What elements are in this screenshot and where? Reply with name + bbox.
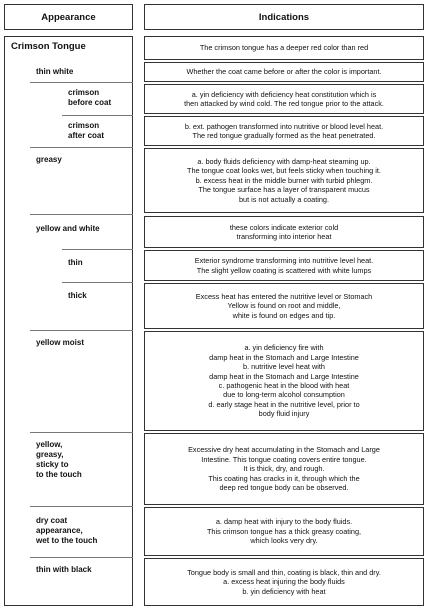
appearance-header-label: Appearance bbox=[41, 11, 96, 23]
indication-text: these colors indicate exterior cold transforming into interior heat bbox=[229, 222, 339, 241]
indication-text: a. yin deficiency fire with damp heat in the Stomach and Large Intestine b. nutritive level heat with damp heat in the Stomach and Large Intestine c. pathogenic heat in the blood with heat due to long-term alcohol consumption d. early stage heat in the nutritive level, prior to body fluid injury bbox=[208, 343, 360, 419]
indication-text: a. body fluids deficiency with damp-heat steaming up. The tongue coat looks wet, but feels sticky when touching it. b. excess heat in the middle burner with turbid phlegm. The tongue surface has a layer of transparent mucus but is not actually a coating. bbox=[187, 156, 381, 204]
separator-line bbox=[30, 330, 133, 331]
indication-greasy bbox=[144, 148, 424, 213]
separator-line bbox=[30, 506, 133, 507]
indication-text: Excessive dry heat accumulating in the Stomach and Large Intestine. This tongue coating covers entire tongue. It is thick, dry, and rough. This coating has cracks in it, through which the deep red tongue body can be observed. bbox=[188, 445, 380, 493]
indication-title bbox=[144, 36, 424, 60]
row-label-thin-with-black: thin with black bbox=[36, 565, 92, 574]
indication-text: Exterior syndrome transforming into nutritive level heat. The slight yellow coating is scattered with white lumps bbox=[194, 256, 374, 275]
indication-text: Excess heat has entered the nutritive level or Stomach Yellow is found on root and middle, white is found on edges and tip. bbox=[195, 291, 373, 320]
indication-text: The crimson tongue has a deeper red color than red bbox=[199, 43, 369, 53]
separator-line bbox=[30, 557, 133, 558]
indication-thin bbox=[144, 250, 424, 281]
separator-line bbox=[30, 82, 133, 83]
indication-text: a. damp heat with injury to the body fluids. This crimson tongue has a thick greasy coating, which looks very dry. bbox=[206, 517, 362, 546]
row-label-yellow-moist: yellow moist bbox=[36, 338, 85, 347]
row-label-yellow-greasy-sticky: yellow, greasy, sticky to to the touch bbox=[36, 440, 82, 479]
indication-thin-with-black bbox=[144, 558, 424, 606]
separator-line bbox=[62, 115, 133, 116]
row-label-thick: thick bbox=[68, 291, 87, 300]
indication-yellow-moist bbox=[144, 331, 424, 431]
indication-text: Whether the coat came before or after the color is important. bbox=[186, 67, 382, 77]
separator-line bbox=[30, 147, 133, 148]
appearance-header bbox=[4, 4, 133, 30]
separator-line bbox=[62, 249, 133, 250]
indication-thin-white bbox=[144, 62, 424, 82]
row-label-dry-coat-wet: dry coat appearance, wet to the touch bbox=[36, 516, 98, 545]
separator-line bbox=[30, 214, 133, 215]
indication-yellow-greasy-sticky bbox=[144, 433, 424, 505]
row-label-greasy: greasy bbox=[36, 155, 62, 164]
row-label-yellow-and-white: yellow and white bbox=[36, 224, 100, 233]
indication-text: Tongue body is small and thin, coating is black, thin and dry. a. excess heat injuring the body fluids b. yin deficiency with heat bbox=[187, 567, 381, 596]
row-label-thin-white: thin white bbox=[36, 67, 74, 76]
indications-header bbox=[144, 4, 424, 30]
row-label-crimson-after-coat: crimson after coat bbox=[68, 121, 105, 140]
indication-yellow-and-white bbox=[144, 216, 424, 248]
indication-dry-coat-wet bbox=[144, 507, 424, 556]
indication-text: a. yin deficiency with deficiency heat constitution which is then attacked by wind cold. The red tongue prior to the attack. bbox=[184, 89, 384, 108]
separator-line bbox=[30, 432, 133, 433]
title-label: Crimson Tongue bbox=[11, 41, 86, 52]
row-label-crimson-before-coat: crimson before coat bbox=[68, 88, 112, 107]
row-label-thin: thin bbox=[68, 258, 83, 267]
separator-line bbox=[62, 282, 133, 283]
indications-header-label: Indications bbox=[258, 11, 310, 23]
indication-crimson-after-coat bbox=[144, 116, 424, 146]
indication-crimson-before-coat bbox=[144, 84, 424, 114]
indication-thick bbox=[144, 283, 424, 329]
indication-text: b. ext. pathogen transformed into nutritive or blood level heat. The red tongue gradually formed as the heat penetrated. bbox=[184, 121, 384, 140]
